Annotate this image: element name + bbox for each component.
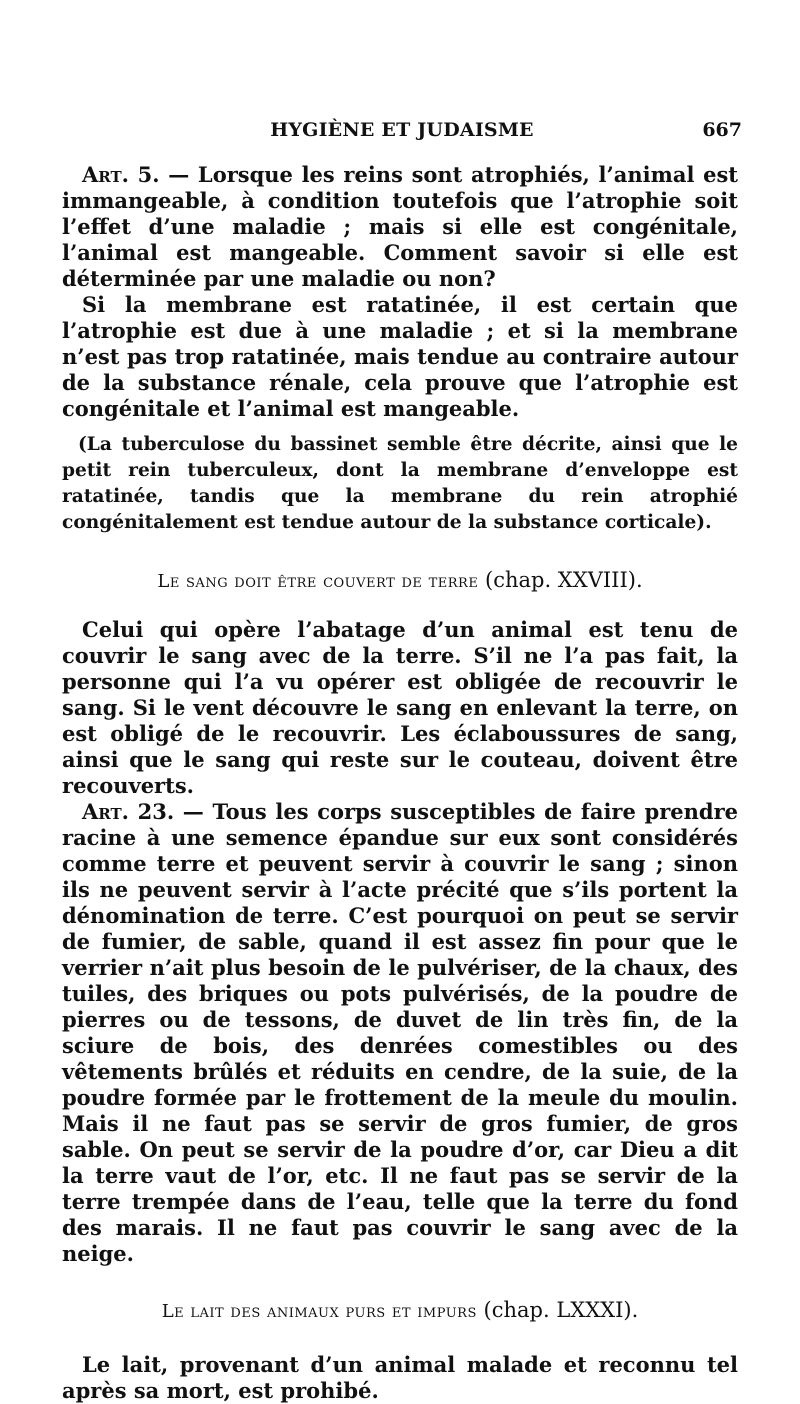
sang-paragraph: Celui qui opère l’abatage d’un animal est tenu de couvrir le sang avec de la terre. S’il ne l’a pas fait, la personne qui l’a vu opérer est obligée de recouvrir le sang. Si le vent découvre le sang en enlevant la terre, on est obligé de le recouvrir. Les éclaboussures de sang, ainsi que le sang qui reste sur le couteau, doivent être recouverts. (62, 617, 738, 798)
article-23-text: — Tous les corps susceptibles de faire prendre racine à une semence épandue sur eux sont considérés comme terre et peuvent servir à couvrir le sang ; sinon ils ne peuvent servir à l’acte précité que s’ils portent la dénomination de terre. C’est pourquoi on peut se servir de fumier, de sable, quand il est assez fin pour que le verrier n’ait plus besoin de le pulvériser, de la chaux, des tuiles, des briques ou pots pulvérisés, de la poudre de pierres ou de tessons, de duvet de lin très fin, de la sciure de bois, des denrées comestibles ou des vêtements brûlés et réduits en cendre, de la suie, de la poudre formée par le frottement de la meule du moulin. Mais il ne faut pas se servir de gros fumier, de gros sable. On peut se servir de la poudre d’or, car Dieu a dit la terre vaut de l’or, etc. Il ne faut pas se servir de la terre trempée dans de l’eau, telle que la terre du fond des marais. Il ne faut pas couvrir le sang avec de la neige. (62, 799, 738, 1266)
article-5-label: Art. 5. (82, 162, 160, 187)
section-sang-chapter: (chap. XXVIII). (485, 568, 643, 592)
section-heading-lait (62, 1297, 738, 1325)
running-head (62, 119, 742, 143)
section-lait-title: Le lait des animaux purs et impurs (161, 1301, 477, 1322)
page-body (62, 162, 738, 1404)
article-23-label: Art. 23. (82, 799, 175, 824)
section-heading-sang (62, 567, 738, 595)
page-number: 667 (702, 119, 742, 141)
article-5-continued-paragraph: Si la membrane est ratatinée, il est certain que l’atrophie est due à une maladie ; et si la membrane n’est pas trop ratatinée, mais tendue au contraire autour de la substance rénale, cela prouve que l’atrophie est congénitale et l’animal est mangeable. (62, 292, 738, 421)
article-5-text: — Lorsque les reins sont atrophiés, l’animal est immangeable, à condition toutefois que l’atrophie soit l’effet d’une maladie ; mais si elle est congénitale, l’animal est mangeable. Comment savoir si elle est déterminée par une maladie ou non? (62, 162, 739, 291)
section-sang-title: Le sang doit être couvert de terre (157, 571, 479, 592)
running-title: HYGIÈNE ET JUDAISME (270, 119, 534, 141)
article-23-paragraph (62, 799, 738, 1267)
lait-paragraph: Le lait, provenant d’un animal malade et reconnu tel après sa mort, est prohibé. (62, 1352, 738, 1403)
article-5-paragraph (62, 162, 738, 292)
commentary-note: (La tuberculose du bassinet semble être décrite, ainsi que le petit rein tuberculeux, dont la membrane d’enveloppe est ratatinée, tandis que la membrane du rein atrophié congénitalement est tendue autour de la substance corticale). (62, 434, 738, 533)
section-lait-chapter: (chap. LXXXI). (483, 1298, 639, 1322)
